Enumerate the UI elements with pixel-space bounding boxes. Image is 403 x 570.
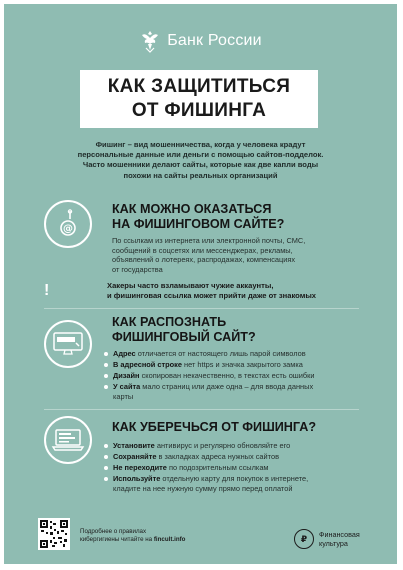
divider [44, 409, 359, 410]
ruble-icon: ₽ [294, 529, 314, 549]
laptop-online-banking-icon [51, 427, 85, 453]
item-text: отличается от настоящего лишь парой символов [135, 349, 306, 358]
bank-logo [4, 26, 397, 56]
section1-body-line: По ссылкам из интернета или электронной почты, СМС, [112, 236, 306, 245]
bank-name: Банк России [167, 32, 262, 49]
page-title [80, 70, 318, 128]
item-text: мало страниц или даже одна – для ввода данных [140, 381, 314, 391]
list-item [104, 441, 374, 451]
poster [4, 4, 397, 564]
footer-note [80, 528, 185, 544]
list-item [104, 474, 374, 493]
list-item [104, 382, 374, 401]
item-bold: Используйте [113, 473, 161, 483]
list-item [104, 360, 374, 370]
section1-title [112, 202, 284, 231]
section1-icon-circle [44, 200, 92, 248]
qr-code-icon[interactable] [38, 518, 70, 550]
warning-text [107, 281, 316, 301]
intro-text [44, 140, 357, 181]
item-text: скопирован некачественно, в текстах есть ошибки [139, 370, 315, 380]
footer-line [80, 536, 185, 544]
item-text-continued: кладите на нее нужную сумму прямо перед оплатой [113, 483, 293, 493]
section1-body-line: от государства [112, 264, 163, 274]
item-text: нет https и значка закрытого замка [181, 359, 303, 369]
list-item [104, 349, 374, 359]
item-bold: Адрес [113, 349, 136, 358]
intro-line: похожи на сайты реальных организаций [123, 170, 278, 180]
section2-list [104, 349, 374, 403]
title-line-1: КАК ЗАЩИТИТЬСЯ [107, 76, 291, 97]
item-text-continued: карты [113, 391, 134, 401]
title-line-2: ОТ ФИШИНГА [131, 100, 267, 121]
fk-line: Финансовая [319, 530, 360, 539]
intro-line: Фишинг – вид мошенничества, когда у человека крадут [95, 140, 306, 149]
section1-body-line: объявлений о лотереях, распродажах, компенсациях [112, 255, 296, 265]
fk-line: культура [319, 539, 348, 548]
item-bold: Не переходите [113, 462, 167, 472]
fishing-hook-at-sign-icon [53, 209, 83, 239]
item-bold: Установите [113, 441, 155, 450]
item-bold: Сохраняйте [113, 451, 157, 461]
item-text: по подозрительным ссылкам [166, 462, 269, 472]
financial-culture-logo [319, 530, 360, 548]
qr-code-graphic [40, 520, 68, 548]
footer-line-prefix: кибергигиены читайте на [80, 536, 154, 543]
item-bold: Дизайн [113, 370, 140, 380]
item-bold: У сайта [113, 381, 141, 391]
fincult-link[interactable]: fincult.info [153, 536, 186, 543]
item-text: отдельную карту для покупок в интернете, [160, 473, 309, 483]
section2-title-line: КАК РАСПОЗНАТЬ [112, 315, 227, 329]
list-item [104, 463, 374, 473]
section1-title-line: НА ФИШИНГОВОМ САЙТЕ? [112, 216, 285, 231]
section1-title-line: КАК МОЖНО ОКАЗАТЬСЯ [112, 202, 272, 216]
footer-line: Подробнее о правилах [80, 528, 147, 535]
section2-icon-circle [44, 320, 92, 368]
warning-line: и фишинговая ссылка может прийти даже от знакомых [107, 291, 317, 300]
monitor-fake-url-icon [52, 331, 84, 357]
divider [44, 308, 359, 309]
double-headed-eagle-icon [139, 29, 161, 53]
item-text: в закладках адреса нужных сайтов [156, 451, 280, 461]
section3-title [112, 420, 316, 435]
section1-body [112, 236, 372, 274]
intro-line: персональные данные или деньги с помощью сайтов-подделок. [77, 150, 324, 160]
section3-icon-circle [44, 416, 92, 464]
item-bold: В адресной строке [113, 359, 182, 369]
exclamation-icon: ! [44, 282, 50, 299]
svg-text:@: @ [63, 223, 73, 235]
list-item [104, 452, 374, 462]
list-item [104, 371, 374, 381]
section2-title [112, 315, 256, 344]
section1-body-line: сообщений в соцсетях или мессенджерах, рекламы, [112, 245, 293, 255]
item-text: антивирус и регулярно обновляйте его [154, 441, 291, 450]
section3-list [104, 441, 374, 495]
section3-title-line: КАК УБЕРЕЧЬСЯ ОТ ФИШИНГА? [112, 420, 317, 434]
warning-line: Хакеры часто взламывают чужие аккаунты, [107, 281, 274, 290]
hacker-warning [44, 281, 374, 305]
intro-line: Часто мошенники делают сайты, которые как две капли воды [82, 160, 319, 170]
section2-title-line: ФИШИНГОВЫЙ САЙТ? [112, 329, 256, 344]
